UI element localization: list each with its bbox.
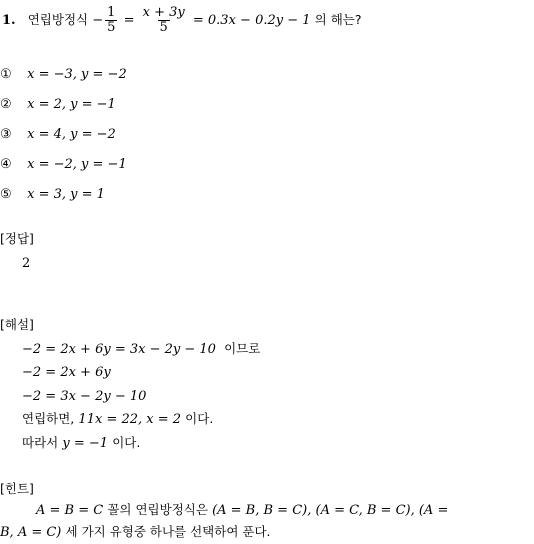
option-text: x = −3, y = −2 xyxy=(27,67,127,82)
explanation-line-5: 따라서 y = −1 이다. xyxy=(22,435,141,451)
fraction-2: $\frac{x + 3y}{5}$ xyxy=(142,5,185,35)
option-5[interactable] xyxy=(0,186,105,204)
explanation-label: [해설] xyxy=(0,317,34,332)
fraction-1: $\frac{1}{5}$ xyxy=(107,5,116,35)
option-mark: ③ xyxy=(0,127,12,142)
equals-sign: = xyxy=(123,13,135,28)
option-mark: ① xyxy=(0,67,12,82)
option-text: x = −2, y = −1 xyxy=(27,157,127,172)
answer-value: 2 xyxy=(22,256,31,271)
explanation-line-4: 연립하면, 11x = 22, x = 2 이다. xyxy=(22,411,214,427)
option-4[interactable] xyxy=(0,156,127,174)
question-neg: − xyxy=(92,13,104,28)
option-mark: ④ xyxy=(0,157,12,172)
option-mark: ⑤ xyxy=(0,187,12,202)
answer-label: [정답] xyxy=(0,231,34,246)
option-text: x = 4, y = −2 xyxy=(27,127,116,142)
hint-line-2: B, A = C) 세 가지 유형중 하나를 선택하여 푼다. xyxy=(0,524,271,540)
option-mark: ② xyxy=(0,97,12,112)
explanation-line-2: −2 = 2x + 6y xyxy=(22,365,111,380)
option-3[interactable] xyxy=(0,126,116,144)
option-1[interactable] xyxy=(0,66,127,84)
option-text: x = 3, y = 1 xyxy=(27,187,105,202)
question-line xyxy=(2,6,362,35)
option-2[interactable] xyxy=(0,96,116,114)
explanation-line-1: −2 = 2x + 6y = 3x − 2y − 10 이므로 xyxy=(22,341,261,357)
question-prefix: 연립방정식 xyxy=(27,12,89,27)
explanation-line-3: −2 = 3x − 2y − 10 xyxy=(22,389,147,404)
question-number: 1. xyxy=(2,13,16,28)
question-suffix: 의 해는? xyxy=(314,12,362,27)
option-text: x = 2, y = −1 xyxy=(27,97,116,112)
hint-line-1: A = B = C 꼴의 연립방정식은 (A = B, B = C), (A = C, B = C), (A = xyxy=(36,502,449,518)
question-rhs: = 0.3x − 0.2y − 1 xyxy=(192,13,311,28)
hint-label: [힌트] xyxy=(0,481,34,496)
